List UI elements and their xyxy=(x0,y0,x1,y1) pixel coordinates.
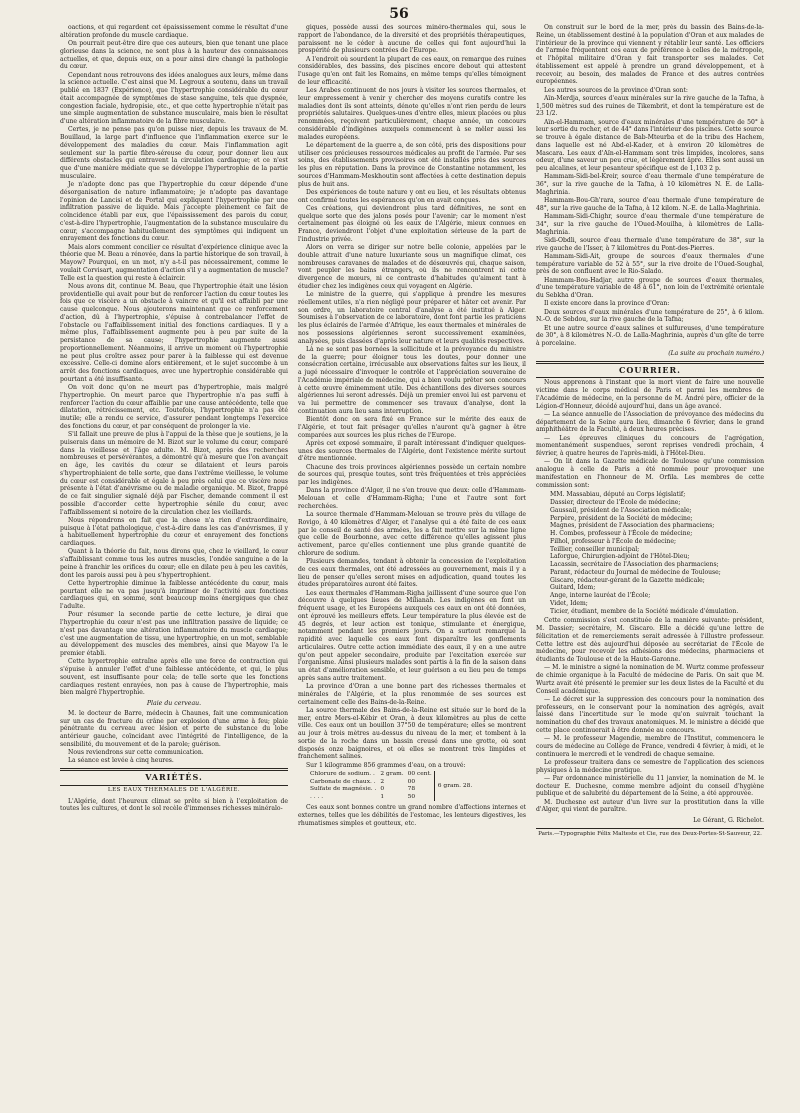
paragraph: Alors on verra se diriger sur notre belle colonie, appelées par le double attrait d'une nature luxuriante sous un magnifique climat, ces nombreuses caravanes de malades et de désœuvrés qui, chaque saison, vont peupler les bains étrangers, où ils ne rencontrent ni cette divergence de mœurs, ni ce contraste d'habitudes qu'aiment tant à étudier chez les indigènes ceux qui voyagent en Algérie. xyxy=(298,244,526,290)
divider xyxy=(536,361,764,364)
paragraph: Il existe encore dans la province d'Oran: xyxy=(544,300,670,308)
paragraph: Pour résumer la seconde partie de cette lecture, je dirai que l'hypertrophie du cœur n'est pas une infiltration passive de liquide; ce n'est pas davantage une altération inflammatoire du muscle cardiaque; c'est une augmentation de tissu, une hypertrophie, en un mot, semblable au développement des muscles des membres, ainsi que Mayow l'a le premier établi. xyxy=(60,611,288,657)
commission-member: Dassier, directeur de l'École de médecine; xyxy=(550,499,681,506)
paragraph: Le professeur traitera dans ce semestre de l'application des sciences physiques à la médecine pratique. xyxy=(536,758,764,774)
paragraph: A l'endroit où sourdent la plupart de ces eaux, on remarque des ruines considérables, des bassins, des piscines encore debout qui attestent l'usage qu'en ont fait les Romains, en même temps qu'elles témoignent de leur efficacité. xyxy=(298,55,526,86)
commission-member: Lacassin, secrétaire de l'Association des pharmaciens; xyxy=(550,561,719,568)
commission-member: Laforgue, Chirurgien-adjoint de l'Hôtel-Dieu; xyxy=(550,553,690,561)
paragraph: Hammam-Bou-Gh'rara, source d'eau thermale d'une température de 48°, sur la rive gauche de la Tafna, à 12 kilom. N.-E. de Lalla-Maghrinia. xyxy=(536,197,764,212)
section-subtitle-eaux: LES EAUX THERMALES DE L'ALGÉRIE. xyxy=(107,786,241,793)
table-cell: 00 xyxy=(407,778,416,785)
commission-member: Giscaro, rédacteur-gérant de la Gazette médicale; xyxy=(550,576,705,584)
paragraph: Le ministre de la guerre, qui s'applique à prendre les mesures réellement utiles, n'a rien négligé pour préparer et hâter cet avenir. Par son ordre, un laboratoire central d'analyse a été institué à Alger. Soumises à l'observation de ce laboratoire, dont font partie les praticiens les plus éclairés de l'armée d'Afrique, les eaux thermales et minérales de nos possessions algériennes seront successivement examinées, analysées, puis classées d'après leur nature et leurs qualités respectives. xyxy=(298,291,526,345)
paragraph: Aïn-Merdja, sources d'eaux minérales sur la rive gauche de la Tafna, à 1,500 mètres sud des ruines de Tikembrit, et dont la température est de 23 1/2. xyxy=(536,94,764,118)
paragraph: S'il fallait une preuve de plus à l'appui de la thèse que je soutiens, je la puiserais dans un mémoire de M. Bizot sur le volume du cœur, comparé dans la vieillesse et l'âge adulte. M. Bizot, après des recherches nombreuses et persévérantes, a démontré qu'à mesure que l'on avançait en âge, les cavités du cœur se dilataient et leurs parois s'hypertrophiaient de telle sorte, que dans l'extrême vieillesse, le volume du cœur est considérable et égale à peu près celui que ce viscère nous présente à l'état d'anévrisme ou de maladie organique. M. Bizot, frappé de ce fait singulier signalé déjà par Fischer, demande comment il est possible d'accorder cette hypertrophie sénile du cœur, avec l'affaiblissement si notoire de la circulation chez les vieillards. xyxy=(60,431,288,516)
paragraph: — M. le ministre a signé la nomination de M. Wurtz comme professeur de chimie organique à la Faculté de médecine de Paris. On sait que M. Wurtz avait été présenté le premier sur les deux listes de la Faculté et du Conseil académique. xyxy=(536,664,764,695)
commission-member: Parant, rédacteur du Journal de médecine de Toulouse; xyxy=(550,568,721,576)
paragraph: Hammam-Sidi-Ait, groupe de sources d'eaux thermales d'une température variable de 52 à 55°, sur la rive droite de l'Oued-Soughal, près de son confluent avec le Rio-Salado. xyxy=(536,252,764,276)
commission-member: Ticier, étudiant, membre de la Société médicale d'émulation. xyxy=(550,607,739,615)
table-cell: . . . . xyxy=(310,793,324,800)
commission-member: Guitard, Idem; xyxy=(550,584,596,592)
paragraph: Chacune des trois provinces algériennes possède un certain nombre de sources qui, presque toutes, sont très fréquentées et très appréciées par les indigènes. xyxy=(298,463,526,486)
section-title-courrier: COURRIER. xyxy=(619,364,681,375)
paragraph: Certes, je ne pense pas qu'on puisse nier, depuis les travaux de M. Bouillaud, la large part d'influence que l'inflammation exerce sur le développement des maladies du cœur. Mais l'inflammation agit seulement sur la partie fibro-séreuse du cœur, pour donner lieu aux différents obstacles qui entravent la circulation cardiaque; et ce n'est que d'une manière médiate que se développe l'hypertrophie de la partie musculaire. xyxy=(60,126,288,180)
divider xyxy=(536,828,764,829)
commission-member: Ange, interne lauréat de l'École; xyxy=(550,592,651,599)
paragraph: Cette hypertrophie diminue la faiblesse antécédente du cœur, mais pourtant elle ne va pas jusqu'à imprimer de l'activité aux fonctions cardiaques qui, en somme, sont beaucoup moins énergiques que chez l'adulte. xyxy=(60,579,288,610)
table-cell: Sulfate de magnésie. . xyxy=(310,786,377,793)
paragraph: Dans la province d'Alger, il ne s'en trouve que deux: celle d'Hammam-Melouan et celle d'Hammam-Righa; l'une et l'autre sont fort recherchées. xyxy=(298,487,526,510)
paragraph: M. le docteur de Barre, médecin à Chaunes, fait une communication sur un cas de fracture du crâne par explosion d'une arme à feu; plaie pénétrante du cerveau avec lésion et perte de substance du lobe antérieur gauche, coïncidant avec l'intégrité de l'intelligence, de la sensibilité, du mouvement et de la parole; guérison. xyxy=(60,709,288,748)
paragraph: Hammam-Sidi-Chighr, source d'eau thermale d'une température de 34°, sur la rive gauche de l'Oued-Mouilha, à kilomètres de Lalla-Maghrinia. xyxy=(536,213,764,236)
paragraph: Les Arabes continuent de nos jours à visiter les sources thermales, et leur empressement à venir y chercher des moyens curatifs contre les maladies dont ils sont atteints, dénote qu'elles n'ont rien perdu de leurs propriétés salutaires. Quelques-unes d'entre elles, mieux placées ou plus renommées, reçoivent particulièrement, chaque année, un concours considérable d'indigènes auxquels commencent à se mêler aussi les malades européens. xyxy=(298,87,526,141)
paragraph: On construit sur le bord de la mer, près du bassin des Bains-de-la-Reine, un établissement destiné à la population d'Oran et aux malades de l'intérieur de la province qui viennent y rétablir leur santé. Les officiers de l'armée fréquentent ces eaux de préférence à celles de la métropole, et l'hôpital militaire d'Oran y fait transporter ses malades. Cet établissement est appelé à prendre un grand développement, et à recevoir, au besoin, des malades de France et des autres contrées européennes. xyxy=(536,24,764,86)
paragraph: Cette commission s'est constituée de la manière suivante: président, M. Dassier; secrétaire, M. Giscaro. Elle a décidé qu'une lettre de félicitation et de remerciements serait adressée à l'illustre professeur. Cette lettre est dès aujourd'hui déposée au secrétariat de l'École de médecine, pour recevoir les adhésions des médecins, pharmaciens et étudiants de Toulouse et de la Haute-Garonne. xyxy=(536,617,764,663)
table-cell: 0 xyxy=(380,786,385,793)
paragraph: Bientôt donc on sera fixé en France sur le mérite des eaux de l'Algérie, et tout fait présager qu'elles n'auront qu'à gagner à être comparées aux sources les plus riches de l'Europe. xyxy=(298,416,526,439)
paragraph: — M. le professeur Magendie, membre de l'Institut, commencera le cours de médecine au Collège de France, vendredi 4 février, à midi, et le continuera le mercredi et le vendredi de chaque semaine. xyxy=(536,735,764,758)
table-cell: 78 xyxy=(407,786,416,793)
paragraph: Hammam-Bou-Hadjar, autre groupe de sources d'eaux thermales, d'une température variable de 48 à 61°, non loin de l'extrémité orientale du Sebkha d'Oran. xyxy=(536,276,764,299)
paragraph: Les autres sources de la province d'Oran sont: xyxy=(544,86,688,94)
paragraph: Les eaux thermales d'Hammam-Righa jaillissent d'une source que l'on découvre à quelques lieues de Milianah. Les indigènes en font un fréquent usage, et les Européens auxquels ces eaux en ont été données, ont éprouvé les meilleurs effets. Leur température la plus élevée est de 45 degrés, et leur action est tonique, stimulante et énergique, notamment pendant les premiers jours. On a surtout remarqué la rapidité avec laquelle ces eaux font disparaître les gonflements articulaires. Outre cette action immédiate des eaux, il y en a une autre qu'on peut appeler secondaire, produite par l'excitation exercée sur l'organisme. Ainsi plusieurs malades sont partis à la fin de la saison dans un état d'amélioration sensible, et leur guérison a eu lieu peu de temps après sans autre traitement. xyxy=(298,589,526,682)
paragraph: — Les épreuves cliniques du concours de l'agrégation, momentanément suspendues, seront reprises vendredi prochain, 4 février, à quatre heures de l'après-midi, à l'Hôtel-Dieu. xyxy=(536,434,764,457)
table-cell: 00 cent. xyxy=(407,771,432,778)
page-number: 56 xyxy=(389,6,409,22)
paragraph: Là ne se sont pas bornées la sollicitude et la prévoyance du ministre de la guerre; pour éloigner tous les doutes, pour donner une consécration certaine, irrécusable aux observations faites sur les lieux, il a jugé nécessaire d'invoquer le contrôle et l'appréciation souveraine de l'Académie impériale de médecine, qui a bien voulu prêter son concours à cette œuvre éminemment utile. Des échantillons des diverses sources algériennes lui seront adressés. Déjà un premier envoi lui est parvenu et va lui permettre de commencer ses travaux d'analyse, dont la continuation aura lieu sans interruption. xyxy=(298,345,526,415)
divider xyxy=(60,768,288,771)
paragraph: Nous répondrons en fait que la chose n'a rien d'extraordinaire, puisque à l'état pathologique, c'est-à-dire dans les cas d'anévrismes, il y a habituellement hypertrophie du cœur et enrayement des fonctions cardiaques. xyxy=(60,516,288,547)
commission-member: Teillier, conseiller municipal; xyxy=(550,545,640,553)
paragraph: Hammam-Sidi-bel-Kreir, source d'eau thermale d'une température de 36°, sur la rive gauche de la Tafna, à 10 kilomètres N. E. de Lalla-Maghrinia. xyxy=(536,173,764,196)
commission-member: Perpère, président de la Société de médecine; xyxy=(550,514,693,522)
table-row xyxy=(308,771,474,779)
paragraph: Nous apprenons à l'instant que la mort vient de faire une nouvelle victime dans le corps médical de Paris et parmi les membres de l'Académie de médecine, en la personne de M. André père, officier de la Légion-d'Honneur, décédé aujourd'hui, dans un âge avancé. xyxy=(536,379,764,410)
commission-member: Videt, Idem; xyxy=(550,599,588,607)
subtitle-plaie: Plaie du cerveau. xyxy=(146,700,202,707)
paragraph: L'Algérie, dont l'heureux climat se prête si bien à l'exploitation de toutes les cultures, et dont le sol recèle d'immenses richesses minéralo- xyxy=(60,797,288,813)
paragraph: Je n'adopte donc pas que l'hypertrophie du cœur dépende d'une désorganisation de nature inflammatoire; je n'adopte pas davantage l'opinion de Lancisi et de Portal qui expliquent l'hypertrophie par une infiltration passive de liquide. Mais j'accepte pleinement ce fait de coïncidence établi par eux, que l'épaississement des parois du cœur, c'est-à-dire l'hypertrophie, l'augmentation de la substance musculaire du cœur, s'accompagne habituellement des symptômes qui indiquent un enrayement des fonctions du cœur. xyxy=(60,181,288,243)
divider xyxy=(60,785,288,786)
table-cell: Chlorure de sodium. . xyxy=(310,771,375,778)
paragraph: Cependant nous retrouvons des idées analogues aux leurs, même dans la science actuelle. C'est ainsi que M. Legroux a soutenu, dans un travail publié en 1837 (Expérience), que l'hypertrophie considérable du cœur était accompagnée de symptômes de stase sanguine, tels que dyspnée, congestion faciale, hydropisie, etc., et que cette hypertrophie n'était pas une simple augmentation de substance musculaire, mais bien le résultat d'une altération inflammatoire de la fibre musculaire. xyxy=(60,71,288,125)
paragraph: M. Duchesne est auteur d'un livre sur la prostitution dans la ville d'Alger, qui vient de paraître. xyxy=(536,798,764,814)
table-cell: Carbonate de chaux. . xyxy=(310,778,376,785)
paragraph: oactions, et qui regardent cet épaississement comme le résultat d'une altération profonde du muscle cardiaque. xyxy=(60,24,288,39)
table-cell: 2 xyxy=(380,778,385,785)
commission-member: Filhol, professeur à l'École de médecine; xyxy=(550,537,677,545)
commission-member: Gaussail, président de l'Association médicale; xyxy=(550,506,692,514)
paragraph: Le département de la guerre a, de son côté, pris des dispositions pour utiliser ces précieuses ressources médicales au profit de l'armée. Par ses soins, des établissements provisoires ont été installés près des sources les plus en réputation. Dans la province de Constantine notamment, les sources d'Hammam-Meskhoutin sont affectées à cette destination depuis plus de huit ans. xyxy=(298,141,526,188)
paragraph: Des expériences de toute nature y ont eu lieu, et les résultats obtenus ont confirmé toutes les espérances qu'on en avait conçues. xyxy=(298,188,526,204)
table-total: 6 gram. 28. xyxy=(434,771,474,801)
paragraph: Nous avons dit, continue M. Beau, que l'hypertrophie était une lésion providentielle qui avait pour but de renforcer l'action du cœur toutes les fois que ce viscère a un obstacle à vaincre et qu'il est affaibli par une cause quelconque. Nous ajouterons maintenant que ce renforcement d'action, dû à l'hypertrophie, s'épuise à contrebalancer l'effet de l'obstacle ou l'affaiblissement initial des fonctions cardiaques. Il y a même plus, l'affaiblissement augmente peu à peu par suite de la persistance de sa cause; l'hypertrophie augmente aussi proportionnellement. Néanmoins, il arrive un moment où l'hypertrophie ne peut plus croître assez pour parer à la faiblesse qui est devenue excessive. Celle-ci domine alors entièrement, et le sujet succombe à un arrêt des fonctions cardiaques, avec une hypertrophie considérable qui pourtant a été insuffisante. xyxy=(60,282,288,383)
commission-member: Magnes, président de l'Association des pharmaciens; xyxy=(550,522,715,530)
commission-member: H. Combes, professeur à l'École de médecine; xyxy=(550,530,693,537)
paragraph: Aïn-el-Hammam, source d'eaux minérales d'une température de 50° à leur sortie du rocher, et de 44° dans l'intérieur des piscines. Cette source se trouve à égale distance de Bab-Mteurba et de la tribu des Hachem, dans laquelle est né Abd-el-Kader, et à environ 20 kilomètres de Mascara. Les eaux d'Aïn-el-Hammam sont très limpides, incolores, sans odeur, d'une saveur un peu crue, et légèrement âpre. Elles sont aussi un peu alcalines, et leur pesanteur spécifique est de 1,103 2 p. xyxy=(536,118,764,172)
paragraph: Quant à la théorie du fait, nous dirons que, chez le vieillard, le cœur s'affaiblissant comme tous les autres muscles, l'ondée sanguine a de la peine à franchir les orifices du cœur; elle en dilate peu à peu les cavités, dont les parois aussi peu à peu s'hypertrophient. xyxy=(60,548,288,579)
paragraph: Deux sources d'eaux minérales d'une température de 25°, à 6 kilom. N.-O. de Sebdou, sur la rive gauche de la Tafna; xyxy=(536,308,764,324)
commission-member: MM. Massabiau, député au Corps législatif; xyxy=(550,491,686,499)
paragraph: On voit donc qu'on ne meurt pas d'hypertrophie, mais malgré l'hypertrophie. On meurt parce que l'hypertrophie n'a pas suffi à renforcer l'action du cœur affaiblie par une cause antécédente, telle que dilatation, rétrécissement, etc. Toutefois, l'hypertrophie n'a pas été inutile; elle a rendu ce service, d'assurer pendant longtemps l'exercice des fonctions du cœur, et par conséquent de prolonger la vie. xyxy=(60,384,288,430)
paragraph: Cette hypertrophie entraîne après elle une force de contraction qui s'épuise à annuler l'effet d'une faiblesse antécédente, et qui, le plus souvent, est insuffisante pour cela; de telle sorte que les fonctions cardiaques restent enrayées, non pas à cause de l'hypertrophie, mais bien malgré l'hypertrophie. xyxy=(60,658,288,697)
paragraph: Mais alors comment concilier ce résultat d'expérience clinique avec la théorie que M. Beau a rénovée, dans la partie historique de son travail, à Mayow? Pourquoi, en un mot, n'y a-t-il pas nécessairement, comme le voulait Corvisart, augmentation d'action s'il y a augmentation de muscle? Telle est la question qui reste à éclaircir. xyxy=(60,243,288,282)
table-cell: 2 gram. xyxy=(380,771,404,778)
table-cell: 1 xyxy=(380,793,385,800)
paragraph: — Le décret sur la suppression des concours pour la nomination des professeurs, en le conservant pour la nomination des agrégés, avait laissé dans l'incertitude sur le mode qu'on suivrait touchant la nomination du chef des travaux anatomiques. M. le ministre a décidé que cette place continuerait à être donnée au concours. xyxy=(536,695,764,734)
paragraph: Nous reviendrons sur cette communication. xyxy=(68,749,204,756)
analysis-table xyxy=(308,771,474,801)
commission-members-list xyxy=(536,491,764,615)
section-title-varietes: VARIÉTÉS. xyxy=(145,772,203,782)
column-2 xyxy=(298,24,526,1099)
paragraph: Ces eaux sont bonnes contre un grand nombre d'affections internes et externes, telles que les débilités de l'estomac, les lenteurs digestives, les rhumatismes simples et goutteux, etc. xyxy=(298,804,526,827)
suite-note: (La suite au prochain numéro.) xyxy=(668,349,764,357)
table-cell: 50 xyxy=(407,793,416,800)
paragraph: — Par ordonnance ministérielle du 11 janvier, la nomination de M. le docteur E. Duchesne, comme membre adjoint du conseil d'hygiène publique et de salubrité du département de la Seine, a été approuvée. xyxy=(536,774,764,798)
paragraph: Ces créations, qui deviendront plus tard définitives, ne sont en quelque sorte que des jalons posés pour l'avenir; car le moment n'est certainement pas éloigné où les eaux de l'Algérie, mieux connues en France, deviendront l'objet d'une exploitation sérieuse de la part de l'industrie privée. xyxy=(298,204,526,243)
paragraph: On pourrait peut-être dire que ces auteurs, bien que tenant une place glorieuse dans la science, ne sont plus à la hauteur des connaissances actuelles, et que, depuis eux, on a pour ainsi dire changé la pathologie du cœur. xyxy=(60,40,288,71)
signature: Le Gérant, G. Richelot. xyxy=(693,817,764,824)
paragraph: La source thermale d'Hammam-Melouan se trouve près du village de Rovigo, à 40 kilomètres d'Alger, et l'analyse qui a été faite de ces eaux par le conseil de santé des armées, les a fait mettre sur la même ligne que celle de Bourbonne, avec cette différence qu'elles agissent plus activement, parce qu'elles contiennent une plus grande quantité de chlorure de sodium. xyxy=(298,511,526,557)
paragraph: giques, possède aussi des sources minéro-thermales qui, sous le rapport de l'abondance, de la diversité et des propriétés thérapeutiques, paraissent ne le céder à aucune de celles qui font aujourd'hui la prospérité de plusieurs contrées de l'Europe. xyxy=(298,24,526,55)
paragraph: La séance est levée à cinq heures. xyxy=(68,757,174,765)
paragraph: Sidi-Obdli, source d'eau thermale d'une température de 38°, sur la rive gauche de l'Isser, à 7 kilomètres du Pont-des-Pierres. xyxy=(536,236,764,252)
paragraph: La province d'Oran a une bonne part des richesses thermales et minérales de l'Algérie, et la plus renommée de ses sources est certainement celle des Bains-de-la-Reine. xyxy=(298,683,526,706)
printer-line: Paris.—Typographie Félix Malteste et Cie, rue des Deux-Portes-St-Sauveur, 22. xyxy=(538,830,762,837)
divider xyxy=(536,377,764,378)
column-3 xyxy=(536,24,764,1099)
paragraph: — On lit dans la Gazette médicale de Toulouse qu'une commission analogue à celle de Paris a été nommée pour provoquer une manifestation en l'honneur de M. Orfila. Les membres de cette commission sont: xyxy=(536,458,764,489)
paragraph: Sur 1 kilogramme 856 grammes d'eau, on a trouvé: xyxy=(306,761,466,769)
paragraph: Et une autre source d'eaux salines et sulfureuses, d'une température de 30°, à 8 kilomètres N.-O. de Lalla-Maghrinia, auprès d'un gîte de terre à porcelaine. xyxy=(536,324,764,347)
paragraph: — La séance annuelle de l'Association de prévoyance des médecins du département de la Seine aura lieu, dimanche 6 février, dans le grand amphithéâtre de la Faculté, à deux heures précises. xyxy=(536,410,764,434)
paragraph: Après cet exposé sommaire, il paraît intéressant d'indiquer quelques-unes des sources thermales de l'Algérie, dont l'existence mérite surtout d'être mentionnée. xyxy=(298,439,526,463)
paragraph: Plusieurs demandes, tendant à obtenir la concession de l'exploitation de ces eaux thermales, ont été adressées au gouvernement, mais il y a lieu de penser qu'elles seront mises en adjudication, quand toutes les études préparatoires auront été faites. xyxy=(298,558,526,589)
column-1 xyxy=(60,24,288,1099)
paragraph: La source thermale des Bains-de-la-Reine est située sur le bord de la mer, entre Mers-el-Kébir et Oran, à deux kilomètres au plus de cette ville. Ces eaux ont un bouillon 37°50 de température; elles se montrent au jour à trois mètres au-dessus du niveau de la mer, et tombent à la sortie de la roche dans un bassin creusé dans une grotte, où sont disposés onze baignoires, et où elles se montrent très limpides et franchement salines. xyxy=(298,706,526,761)
